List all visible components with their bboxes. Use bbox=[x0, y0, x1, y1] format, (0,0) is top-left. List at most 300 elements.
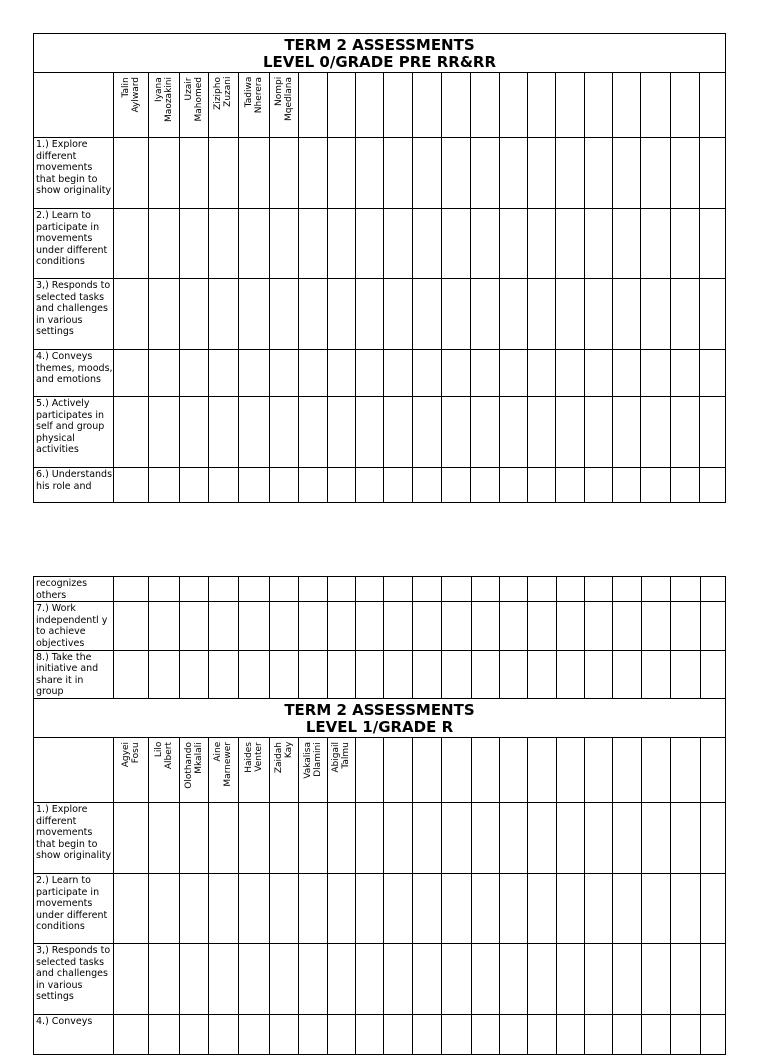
assessment-cell[interactable] bbox=[471, 577, 499, 602]
assessment-cell[interactable] bbox=[641, 468, 670, 503]
assessment-cell[interactable] bbox=[238, 602, 269, 650]
assessment-cell[interactable] bbox=[327, 873, 355, 943]
learner-name-cell bbox=[641, 737, 670, 802]
assessment-cell[interactable] bbox=[269, 350, 298, 397]
assessment-cell[interactable] bbox=[556, 138, 584, 209]
assessment-cell[interactable] bbox=[585, 943, 613, 1014]
assessment-cell[interactable] bbox=[670, 279, 699, 350]
assessment-cell[interactable] bbox=[299, 802, 327, 873]
assessment-cell[interactable] bbox=[327, 943, 355, 1014]
assessment-cell[interactable] bbox=[327, 1014, 355, 1054]
assessment-cell[interactable] bbox=[238, 943, 269, 1014]
assessment-cell[interactable] bbox=[412, 468, 441, 503]
assessment-cell[interactable] bbox=[499, 138, 527, 209]
assessment-cell[interactable] bbox=[114, 602, 149, 650]
assessment-cell[interactable] bbox=[641, 1014, 670, 1054]
assessment-cell[interactable] bbox=[412, 397, 441, 468]
assessment-cell[interactable] bbox=[384, 350, 412, 397]
assessment-cell[interactable] bbox=[209, 577, 238, 602]
table-title bbox=[34, 698, 726, 737]
assessment-cell[interactable] bbox=[556, 577, 584, 602]
assessment-cell[interactable] bbox=[384, 468, 412, 503]
assessment-cell[interactable] bbox=[671, 577, 700, 602]
assessment-cell[interactable] bbox=[179, 650, 208, 698]
criterion-row bbox=[34, 279, 726, 350]
assessment-cell[interactable] bbox=[299, 873, 327, 943]
assessment-cell[interactable] bbox=[442, 577, 471, 602]
criterion-label: 2.) Learn to participate in movements under different conditions bbox=[34, 873, 114, 943]
assessment-cell[interactable] bbox=[471, 873, 499, 943]
assessment-cell[interactable] bbox=[556, 397, 584, 468]
assessment-cell[interactable] bbox=[114, 943, 149, 1014]
learner-name: Vakalisa Dlamini bbox=[303, 741, 324, 779]
assessment-cell[interactable] bbox=[641, 279, 670, 350]
assessment-cell[interactable] bbox=[499, 602, 527, 650]
learner-name-cell bbox=[671, 737, 700, 802]
assessment-cell[interactable] bbox=[528, 138, 556, 209]
assessment-cell[interactable] bbox=[356, 873, 384, 943]
assessment-cell[interactable] bbox=[412, 650, 441, 698]
assessment-cell[interactable] bbox=[584, 468, 612, 503]
assessment-cell[interactable] bbox=[556, 1014, 584, 1054]
assessment-cell[interactable] bbox=[114, 873, 149, 943]
assessment-cell[interactable] bbox=[179, 873, 208, 943]
assessment-cell[interactable] bbox=[114, 1014, 149, 1054]
learner-name-cell bbox=[114, 73, 149, 138]
assessment-cell[interactable] bbox=[670, 209, 699, 279]
assessment-cell[interactable] bbox=[327, 209, 355, 279]
learner-name-cell bbox=[412, 73, 441, 138]
criterion-row bbox=[34, 577, 726, 602]
assessment-cell[interactable] bbox=[412, 350, 441, 397]
assessment-cell[interactable] bbox=[585, 802, 613, 873]
assessment-cell[interactable] bbox=[499, 943, 527, 1014]
assessment-cell[interactable] bbox=[149, 802, 179, 873]
assessment-cell[interactable] bbox=[356, 577, 384, 602]
assessment-cell[interactable] bbox=[384, 209, 412, 279]
assessment-cell[interactable] bbox=[613, 943, 641, 1014]
assessment-cell[interactable] bbox=[584, 397, 612, 468]
assessment-cell[interactable] bbox=[327, 397, 355, 468]
learner-name-cell bbox=[179, 73, 208, 138]
assessment-cell[interactable] bbox=[471, 279, 499, 350]
assessment-cell[interactable] bbox=[613, 397, 641, 468]
learner-name: Zizipho Zuzani bbox=[213, 77, 234, 110]
assessment-cell[interactable] bbox=[355, 397, 383, 468]
assessment-cell[interactable] bbox=[327, 602, 355, 650]
assessment-cell[interactable] bbox=[114, 350, 149, 397]
assessment-cell[interactable] bbox=[209, 650, 238, 698]
assessment-cell[interactable] bbox=[299, 943, 327, 1014]
assessment-cell[interactable] bbox=[613, 577, 641, 602]
assessment-cell[interactable] bbox=[179, 279, 208, 350]
assessment-cell[interactable] bbox=[556, 873, 584, 943]
assessment-cell[interactable] bbox=[700, 350, 726, 397]
assessment-cell[interactable] bbox=[299, 468, 327, 503]
assessment-cell[interactable] bbox=[471, 943, 499, 1014]
assessment-cell[interactable] bbox=[556, 650, 584, 698]
assessment-cell[interactable] bbox=[471, 1014, 499, 1054]
assessment-cell[interactable] bbox=[270, 577, 299, 602]
assessment-cell[interactable] bbox=[209, 873, 238, 943]
assessment-cell[interactable] bbox=[238, 397, 269, 468]
assessment-cell[interactable] bbox=[613, 209, 641, 279]
assessment-cell[interactable] bbox=[270, 873, 299, 943]
assessment-cell[interactable] bbox=[700, 943, 726, 1014]
assessment-cell[interactable] bbox=[499, 468, 527, 503]
assessment-cell[interactable] bbox=[209, 279, 238, 350]
assessment-cell[interactable] bbox=[270, 802, 299, 873]
learner-name-cell bbox=[585, 737, 613, 802]
assessment-cell[interactable] bbox=[238, 279, 269, 350]
assessment-cell[interactable] bbox=[149, 873, 179, 943]
assessment-cell[interactable] bbox=[613, 602, 641, 650]
assessment-cell[interactable] bbox=[355, 279, 383, 350]
assessment-cell[interactable] bbox=[585, 577, 613, 602]
assessment-cell[interactable] bbox=[270, 943, 299, 1014]
assessment-cell[interactable] bbox=[238, 650, 269, 698]
assessment-cell[interactable] bbox=[442, 943, 471, 1014]
assessment-cell[interactable] bbox=[700, 577, 726, 602]
assessment-cell[interactable] bbox=[528, 350, 556, 397]
assessment-cell[interactable] bbox=[671, 1014, 700, 1054]
assessment-table-level-0 bbox=[33, 33, 726, 503]
assessment-cell[interactable] bbox=[238, 873, 269, 943]
assessment-cell[interactable] bbox=[238, 468, 269, 503]
assessment-cell[interactable] bbox=[238, 350, 269, 397]
assessment-cell[interactable] bbox=[209, 802, 238, 873]
assessment-cell[interactable] bbox=[471, 602, 499, 650]
assessment-cell[interactable] bbox=[209, 138, 238, 209]
assessment-cell[interactable] bbox=[700, 802, 726, 873]
assessment-cell[interactable] bbox=[269, 397, 298, 468]
assessment-cell[interactable] bbox=[384, 138, 412, 209]
assessment-cell[interactable] bbox=[442, 350, 471, 397]
assessment-cell[interactable] bbox=[412, 943, 441, 1014]
assessment-cell[interactable] bbox=[670, 468, 699, 503]
assessment-cell[interactable] bbox=[327, 802, 355, 873]
assessment-cell[interactable] bbox=[584, 350, 612, 397]
assessment-cell[interactable] bbox=[384, 943, 412, 1014]
assessment-cell[interactable] bbox=[499, 279, 527, 350]
assessment-cell[interactable] bbox=[179, 350, 208, 397]
assessment-cell[interactable] bbox=[149, 943, 179, 1014]
assessment-cell[interactable] bbox=[499, 209, 527, 279]
assessment-cell[interactable] bbox=[528, 577, 556, 602]
assessment-cell[interactable] bbox=[556, 279, 584, 350]
assessment-cell[interactable] bbox=[327, 468, 355, 503]
assessment-cell[interactable] bbox=[528, 650, 556, 698]
assessment-cell[interactable] bbox=[238, 802, 269, 873]
assessment-cell[interactable] bbox=[471, 209, 499, 279]
header-blank-cell bbox=[34, 73, 114, 138]
assessment-cell[interactable] bbox=[179, 577, 208, 602]
assessment-cell[interactable] bbox=[499, 577, 527, 602]
assessment-cell[interactable] bbox=[149, 602, 179, 650]
criterion-label: 1.) Explore different movements that begin to show originality bbox=[34, 802, 114, 873]
assessment-cell[interactable] bbox=[209, 943, 238, 1014]
assessment-cell[interactable] bbox=[384, 873, 412, 943]
assessment-cell[interactable] bbox=[499, 802, 527, 873]
assessment-cell[interactable] bbox=[114, 577, 149, 602]
assessment-cell[interactable] bbox=[412, 802, 441, 873]
assessment-cell[interactable] bbox=[114, 802, 149, 873]
assessment-cell[interactable] bbox=[442, 397, 471, 468]
assessment-cell[interactable] bbox=[671, 943, 700, 1014]
assessment-cell[interactable] bbox=[556, 350, 584, 397]
assessment-cell[interactable] bbox=[641, 602, 670, 650]
assessment-cell[interactable] bbox=[355, 209, 383, 279]
assessment-cell[interactable] bbox=[528, 943, 556, 1014]
assessment-cell[interactable] bbox=[442, 209, 471, 279]
assessment-cell[interactable] bbox=[179, 802, 208, 873]
assessment-cell[interactable] bbox=[270, 602, 299, 650]
assessment-cell[interactable] bbox=[412, 873, 441, 943]
assessment-cell[interactable] bbox=[149, 397, 179, 468]
learner-name-cell bbox=[700, 73, 726, 138]
assessment-cell[interactable] bbox=[355, 468, 383, 503]
assessment-cell[interactable] bbox=[412, 1014, 441, 1054]
learner-name: Uzair Mahomed bbox=[183, 77, 204, 122]
assessment-cell[interactable] bbox=[238, 1014, 269, 1054]
assessment-cell[interactable] bbox=[299, 350, 327, 397]
assessment-cell[interactable] bbox=[613, 468, 641, 503]
assessment-cell[interactable] bbox=[556, 209, 584, 279]
assessment-cell[interactable] bbox=[585, 873, 613, 943]
assessment-cell[interactable] bbox=[528, 279, 556, 350]
assessment-cell[interactable] bbox=[179, 468, 208, 503]
assessment-cell[interactable] bbox=[149, 279, 179, 350]
assessment-cell[interactable] bbox=[471, 468, 499, 503]
assessment-cell[interactable] bbox=[613, 138, 641, 209]
assessment-cell[interactable] bbox=[384, 602, 412, 650]
criterion-label: 3,) Responds to selected tasks and challenges in various settings bbox=[34, 943, 114, 1014]
assessment-cell[interactable] bbox=[179, 138, 208, 209]
assessment-cell[interactable] bbox=[384, 397, 412, 468]
assessment-cell[interactable] bbox=[238, 577, 269, 602]
assessment-cell[interactable] bbox=[528, 1014, 556, 1054]
assessment-cell[interactable] bbox=[442, 602, 471, 650]
assessment-cell[interactable] bbox=[270, 1014, 299, 1054]
assessment-cell[interactable] bbox=[384, 279, 412, 350]
criteria-rows bbox=[34, 802, 726, 1054]
assessment-cell[interactable] bbox=[585, 1014, 613, 1054]
assessment-cell[interactable] bbox=[499, 650, 527, 698]
assessment-cell[interactable] bbox=[584, 138, 612, 209]
assessment-cell[interactable] bbox=[641, 650, 670, 698]
assessment-cell[interactable] bbox=[641, 209, 670, 279]
assessment-cell[interactable] bbox=[641, 943, 670, 1014]
assessment-cell[interactable] bbox=[269, 279, 298, 350]
assessment-cell[interactable] bbox=[269, 209, 298, 279]
assessment-cell[interactable] bbox=[327, 279, 355, 350]
assessment-cell[interactable] bbox=[299, 279, 327, 350]
title-line-1: TERM 2 ASSESSMENTS bbox=[284, 36, 475, 54]
assessment-cell[interactable] bbox=[641, 397, 670, 468]
assessment-cell[interactable] bbox=[613, 279, 641, 350]
assessment-cell[interactable] bbox=[114, 397, 149, 468]
assessment-cell[interactable] bbox=[114, 138, 149, 209]
assessment-cell[interactable] bbox=[528, 602, 556, 650]
assessment-cell[interactable] bbox=[149, 138, 179, 209]
assessment-cell[interactable] bbox=[149, 577, 179, 602]
assessment-cell[interactable] bbox=[149, 650, 179, 698]
assessment-cell[interactable] bbox=[355, 138, 383, 209]
assessment-cell[interactable] bbox=[584, 209, 612, 279]
assessment-cell[interactable] bbox=[179, 209, 208, 279]
assessment-cell[interactable] bbox=[149, 209, 179, 279]
assessment-cell[interactable] bbox=[471, 138, 499, 209]
assessment-cell[interactable] bbox=[299, 138, 327, 209]
assessment-cell[interactable] bbox=[671, 802, 700, 873]
learner-name-cell bbox=[356, 737, 384, 802]
assessment-cell[interactable] bbox=[114, 209, 149, 279]
assessment-cell[interactable] bbox=[299, 650, 327, 698]
assessment-cell[interactable] bbox=[613, 1014, 641, 1054]
assessment-cell[interactable] bbox=[585, 650, 613, 698]
assessment-cell[interactable] bbox=[384, 802, 412, 873]
assessment-cell[interactable] bbox=[700, 468, 726, 503]
assessment-cell[interactable] bbox=[556, 802, 584, 873]
assessment-cell[interactable] bbox=[528, 397, 556, 468]
assessment-cell[interactable] bbox=[528, 802, 556, 873]
assessment-cell[interactable] bbox=[641, 577, 670, 602]
assessment-cell[interactable] bbox=[327, 577, 355, 602]
assessment-cell[interactable] bbox=[209, 397, 238, 468]
assessment-cell[interactable] bbox=[528, 209, 556, 279]
assessment-cell[interactable] bbox=[209, 468, 238, 503]
criterion-label: 4.) Conveys themes, moods, and emotions bbox=[34, 350, 114, 397]
assessment-cell[interactable] bbox=[384, 650, 412, 698]
assessment-cell[interactable] bbox=[528, 873, 556, 943]
assessment-cell[interactable] bbox=[700, 397, 726, 468]
assessment-cell[interactable] bbox=[499, 873, 527, 943]
assessment-cell[interactable] bbox=[356, 943, 384, 1014]
assessment-cell[interactable] bbox=[209, 350, 238, 397]
assessment-cell[interactable] bbox=[700, 873, 726, 943]
assessment-cell[interactable] bbox=[641, 138, 670, 209]
assessment-cell[interactable] bbox=[356, 802, 384, 873]
assessment-cell[interactable] bbox=[209, 209, 238, 279]
learner-name: Agyei Fosu bbox=[121, 741, 142, 768]
assessment-cell[interactable] bbox=[114, 279, 149, 350]
assessment-cell[interactable] bbox=[114, 468, 149, 503]
assessment-cell[interactable] bbox=[269, 468, 298, 503]
assessment-cell[interactable] bbox=[238, 209, 269, 279]
assessment-cell[interactable] bbox=[412, 138, 441, 209]
assessment-cell[interactable] bbox=[442, 138, 471, 209]
assessment-cell[interactable] bbox=[179, 943, 208, 1014]
assessment-cell[interactable] bbox=[471, 350, 499, 397]
assessment-cell[interactable] bbox=[528, 468, 556, 503]
assessment-cell[interactable] bbox=[442, 279, 471, 350]
assessment-cell[interactable] bbox=[641, 873, 670, 943]
assessment-cell[interactable] bbox=[209, 1014, 238, 1054]
assessment-cell[interactable] bbox=[613, 350, 641, 397]
assessment-cell[interactable] bbox=[384, 1014, 412, 1054]
assessment-cell[interactable] bbox=[556, 468, 584, 503]
assessment-cell[interactable] bbox=[327, 350, 355, 397]
assessment-cell[interactable] bbox=[299, 602, 327, 650]
assessment-cell[interactable] bbox=[355, 350, 383, 397]
assessment-cell[interactable] bbox=[412, 602, 441, 650]
assessment-cell[interactable] bbox=[412, 209, 441, 279]
assessment-cell[interactable] bbox=[179, 397, 208, 468]
assessment-cell[interactable] bbox=[700, 138, 726, 209]
assessment-cell[interactable] bbox=[114, 650, 149, 698]
criterion-label: 5.) Actively participates in self and group physical activities bbox=[34, 397, 114, 468]
assessment-cell[interactable] bbox=[149, 350, 179, 397]
assessment-cell[interactable] bbox=[356, 650, 384, 698]
criterion-label: 7.) Work independentl y to achieve objectives bbox=[34, 602, 114, 650]
assessment-cell[interactable] bbox=[270, 650, 299, 698]
assessment-cell[interactable] bbox=[149, 1014, 179, 1054]
assessment-cell[interactable] bbox=[700, 602, 726, 650]
assessment-cell[interactable] bbox=[299, 577, 327, 602]
assessment-cell[interactable] bbox=[700, 279, 726, 350]
assessment-cell[interactable] bbox=[149, 468, 179, 503]
assessment-cell[interactable] bbox=[238, 138, 269, 209]
assessment-cell[interactable] bbox=[584, 279, 612, 350]
assessment-cell[interactable] bbox=[356, 1014, 384, 1054]
assessment-cell[interactable] bbox=[442, 873, 471, 943]
assessment-cell[interactable] bbox=[269, 138, 298, 209]
assessment-cell[interactable] bbox=[671, 602, 700, 650]
assessment-cell[interactable] bbox=[471, 650, 499, 698]
assessment-cell[interactable] bbox=[585, 602, 613, 650]
assessment-cell[interactable] bbox=[471, 397, 499, 468]
assessment-cell[interactable] bbox=[670, 138, 699, 209]
assessment-cell[interactable] bbox=[613, 802, 641, 873]
assessment-cell[interactable] bbox=[209, 602, 238, 650]
assessment-cell[interactable] bbox=[613, 650, 641, 698]
assessment-cell[interactable] bbox=[700, 209, 726, 279]
assessment-cell[interactable] bbox=[299, 1014, 327, 1054]
assessment-cell[interactable] bbox=[471, 802, 499, 873]
learner-name: Tadiwa Nherera bbox=[243, 77, 264, 114]
assessment-cell[interactable] bbox=[384, 577, 412, 602]
assessment-cell[interactable] bbox=[299, 397, 327, 468]
assessment-cell[interactable] bbox=[499, 1014, 527, 1054]
learner-name: Lilo Albert bbox=[154, 741, 175, 770]
assessment-cell[interactable] bbox=[499, 397, 527, 468]
assessment-cell[interactable] bbox=[442, 650, 471, 698]
assessment-cell[interactable] bbox=[412, 279, 441, 350]
assessment-cell[interactable] bbox=[327, 138, 355, 209]
assessment-cell[interactable] bbox=[613, 873, 641, 943]
assessment-cell[interactable] bbox=[670, 350, 699, 397]
assessment-cell[interactable] bbox=[412, 577, 441, 602]
assessment-cell[interactable] bbox=[671, 873, 700, 943]
assessment-cell[interactable] bbox=[556, 943, 584, 1014]
assessment-cell[interactable] bbox=[641, 802, 670, 873]
assessment-cell[interactable] bbox=[327, 650, 355, 698]
assessment-cell[interactable] bbox=[442, 802, 471, 873]
assessment-cell[interactable] bbox=[671, 650, 700, 698]
assessment-cell[interactable] bbox=[442, 1014, 471, 1054]
assessment-cell[interactable] bbox=[670, 397, 699, 468]
assessment-cell[interactable] bbox=[556, 602, 584, 650]
assessment-cell[interactable] bbox=[700, 650, 726, 698]
assessment-cell[interactable] bbox=[179, 602, 208, 650]
assessment-cell[interactable] bbox=[641, 350, 670, 397]
assessment-cell[interactable] bbox=[442, 468, 471, 503]
assessment-cell[interactable] bbox=[299, 209, 327, 279]
assessment-cell[interactable] bbox=[700, 1014, 726, 1054]
assessment-cell[interactable] bbox=[179, 1014, 208, 1054]
assessment-cell[interactable] bbox=[499, 350, 527, 397]
assessment-cell[interactable] bbox=[356, 602, 384, 650]
